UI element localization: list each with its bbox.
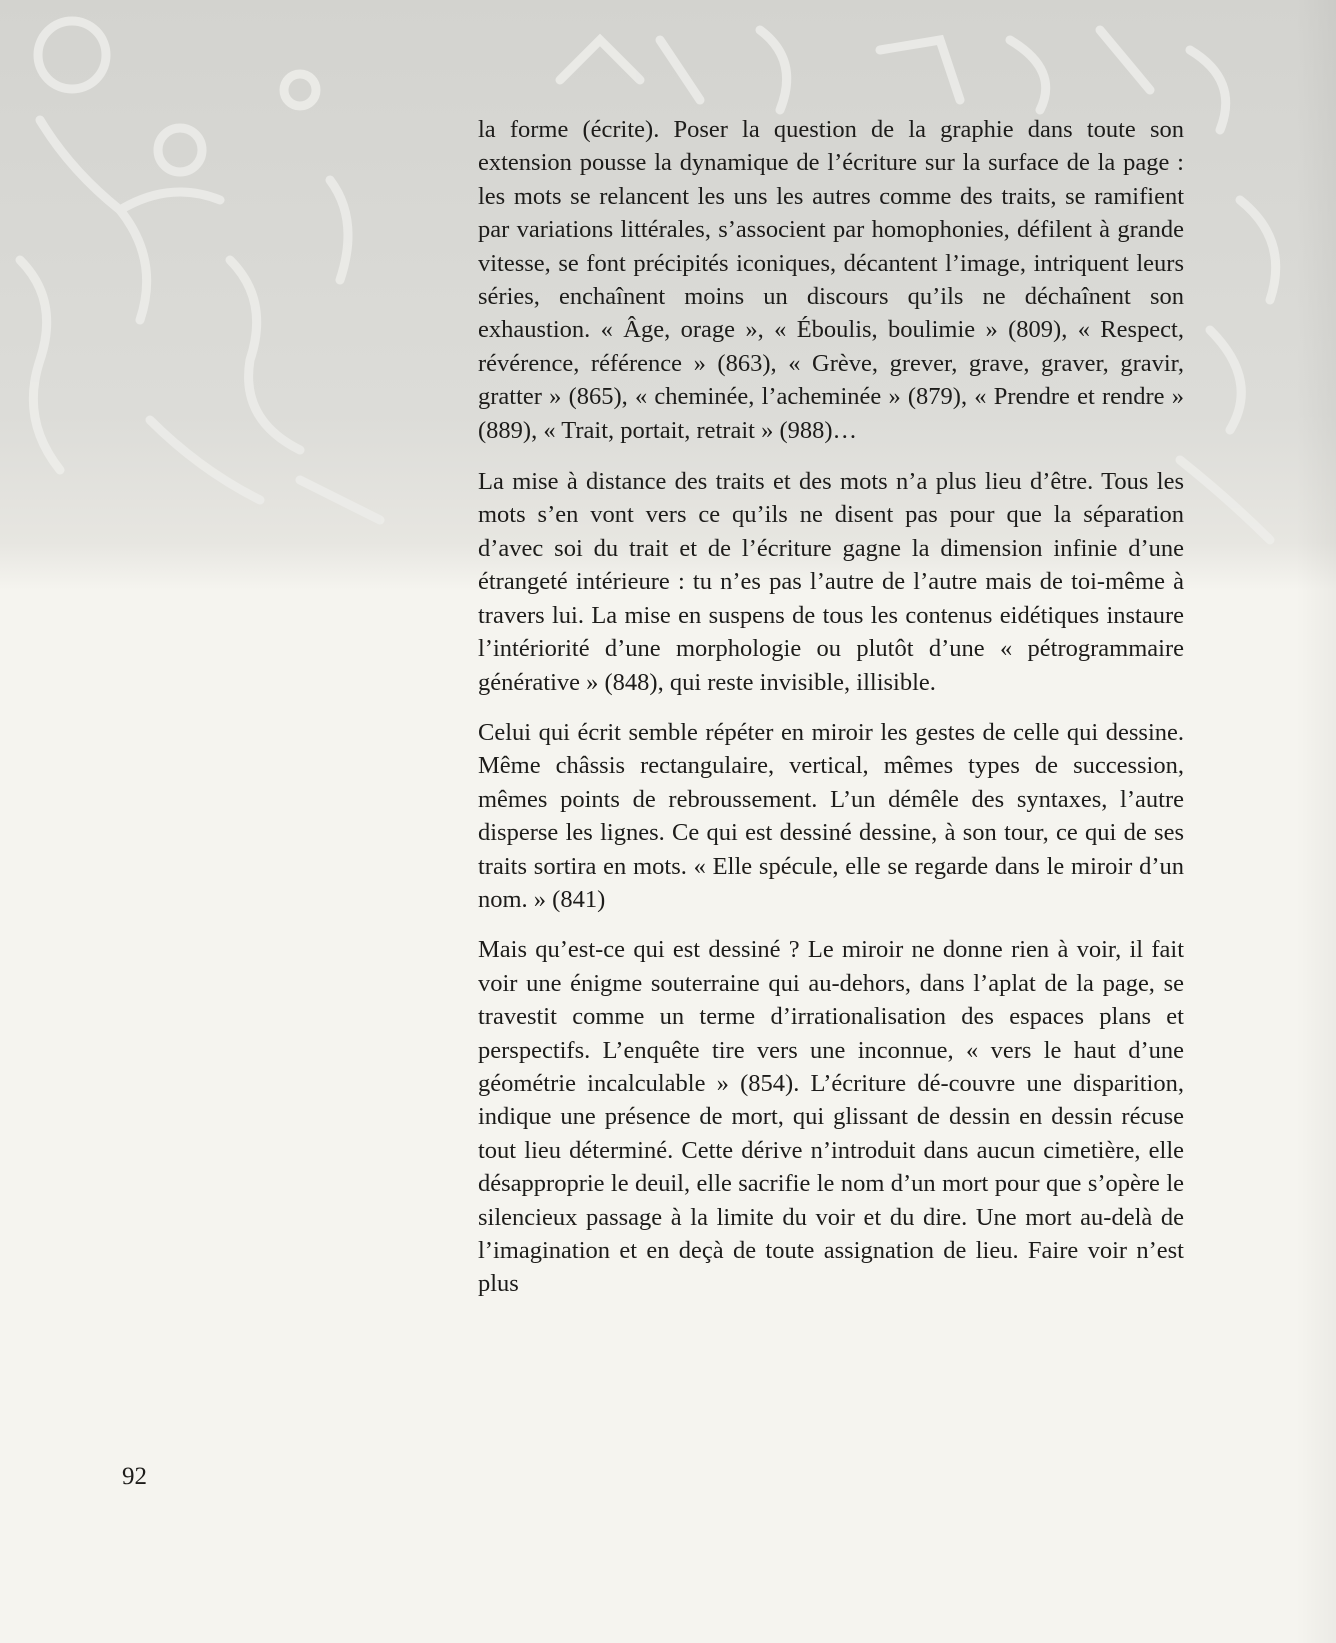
bleed-through-caption-subtitle	[130, 740, 430, 776]
body-text	[478, 113, 1184, 1318]
paragraph: Celui qui écrit semble répéter en miroir les gestes de celle qui dessine. Même châssis rectangulaire, vertical, mêmes types de succession, mêmes points de rebroussement. L’un démêle des syntaxes, l’autre disperse les lignes. Ce qui est dessiné dessine, à son tour, ce qui de ses traits sortira en mots. « Elle spécule, elle se regarde dans le miroir d’un nom. » (841)	[478, 718, 1184, 913]
page-number: 92	[122, 1463, 147, 1490]
bleed-through-note	[110, 890, 410, 919]
paragraph: Mais qu’est-ce qui est dessiné ? Le miroir ne donne rien à voir, il fait voir une énigme souterraine qui au-dehors, dans l’aplat de la page, se travestit comme un terme d’irrationalisation des espaces plans et perspectifs. L’enquête tire vers une inconnue, « vers le haut d’une géométrie incalculable » (854). L’écriture dé-couvre une disparition, indique une présence de mort, qui glissant de dessin en dessin récuse tout lieu déterminé. Cette dérive n’introduit dans aucun cimetière, elle désapproprie le deuil, elle sacrifie le nom d’un mort pour que s’opère le silencieux passage à la limite du voir et du dire. Une mort au-delà de l’imagination et en deçà de toute assignation de lieu. Faire voir n’est plus	[478, 936, 1184, 1298]
paragraph: la forme (écrite). Poser la question de la graphie dans toute son extension pousse la dynamique de l’écriture sur la surface de la page : les mots se relancent les uns les autres comme des traits, se ramifient par variations littérales, s’associent par homophonies, défilent à grande vitesse, se font précipités iconiques, décantent l’image, intriquent leurs séries, enchaînent moins un discours qu’ils ne déchaînent son exhaustion. « Âge, orage », « Éboulis, boulimie » (809), « Respect, révérence, référence » (863), « Grève, grever, grave, graver, gravir, gratter » (865), « cheminée, l’acheminée » (879), « Prendre et rendre » (889), « Trait, portait, retrait » (988)…	[478, 116, 1184, 444]
bleed-through-caption-title	[130, 640, 430, 678]
page-edge-shadow	[1296, 0, 1336, 1643]
paragraph: La mise à distance des traits et des mots n’a plus lieu d’être. Tous les mots s’en vont vers ce qu’ils ne disent pas pour que la séparation d’avec soi du trait et de l’écriture gagne la dimension infinie d’une étrangeté intérieure : tu n’es pas l’autre de l’autre mais de toi-même à travers lui. La mise en suspens de tous les contenus eidétiques instaure l’intériorité d’une morphologie ou plutôt d’une « pétrogrammaire générative » (848), qui reste invisible, illisible.	[478, 468, 1184, 696]
